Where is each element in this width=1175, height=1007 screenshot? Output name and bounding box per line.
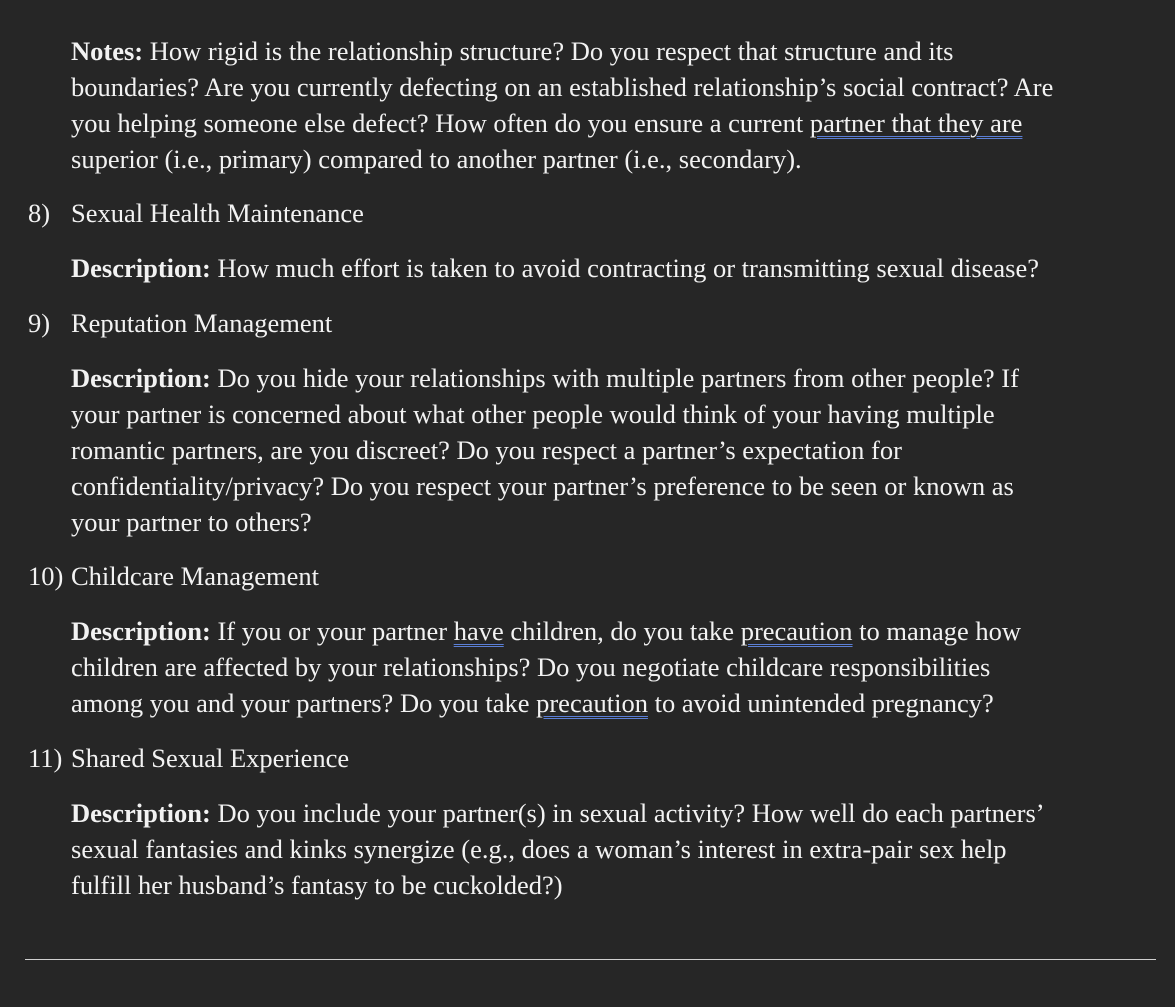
notes-line-4: superior (i.e., primary) compared to another partner (i.e., secondary).	[71, 144, 802, 174]
list-item-title: Reputation Management	[71, 308, 333, 338]
list-item-heading-9	[28, 305, 332, 341]
list-item-heading-8	[28, 195, 364, 231]
notes-line-2: boundaries? Are you currently defecting on an established relationship’s social contract? Are	[71, 72, 1054, 102]
grammar-flag[interactable]: partner that they are	[809, 108, 1023, 138]
grammar-flag[interactable]: precaution	[740, 616, 853, 646]
list-number: 8)	[28, 198, 51, 228]
description-lead: Description:	[71, 798, 211, 828]
list-number: 9)	[28, 308, 51, 338]
list-number: 11)	[28, 743, 63, 773]
notes-line-3: you helping someone else defect? How often do you ensure a current partner that they are	[71, 108, 1023, 138]
grammar-flag[interactable]: have	[453, 616, 504, 646]
notes-paragraph	[71, 33, 1161, 177]
notes-line-1: Notes: How rigid is the relationship structure? Do you respect that structure and its	[71, 36, 954, 66]
item11-description: Description: Do you include your partner(s) in sexual activity? How well do each partners’ sexual fantasies and kinks synergize (e.g., does a woman’s interest in extra-pair sex help fulfill her husband’s fantasy to be cuckolded?)	[71, 798, 1045, 900]
list-item-title: Childcare Management	[71, 561, 319, 591]
list-number: 10)	[28, 561, 64, 591]
footer-divider	[25, 959, 1156, 960]
list-item-heading-11	[28, 740, 349, 776]
description-lead: Description:	[71, 616, 211, 646]
item9-description: Description: Do you hide your relationships with multiple partners from other people? If your partner is concerned about what other people would think of your having multiple romantic partners, are you discreet? Do you respect a partner’s expectation for confidentiality/privacy? Do you respect your partner’s preference to be seen or known as your partner to others?	[71, 363, 1019, 537]
item10-description: Description: If you or your partner have children, do you take precaution to manage how children are affected by your relationships? Do you negotiate childcare responsibilities among you and your partners? Do you take precaution to avoid unintended pregnancy?	[71, 616, 1022, 718]
list-item-title: Shared Sexual Experience	[71, 743, 350, 773]
grammar-flag[interactable]: precaution	[536, 688, 648, 718]
description-lead: Description:	[71, 253, 211, 283]
description-lead: Description:	[71, 363, 211, 393]
item8-description: Description: How much effort is taken to avoid contracting or transmitting sexual disease?	[71, 253, 1039, 283]
list-item-title: Sexual Health Maintenance	[71, 198, 364, 228]
list-item-heading-10	[28, 558, 319, 594]
notes-lead: Notes:	[71, 36, 144, 66]
